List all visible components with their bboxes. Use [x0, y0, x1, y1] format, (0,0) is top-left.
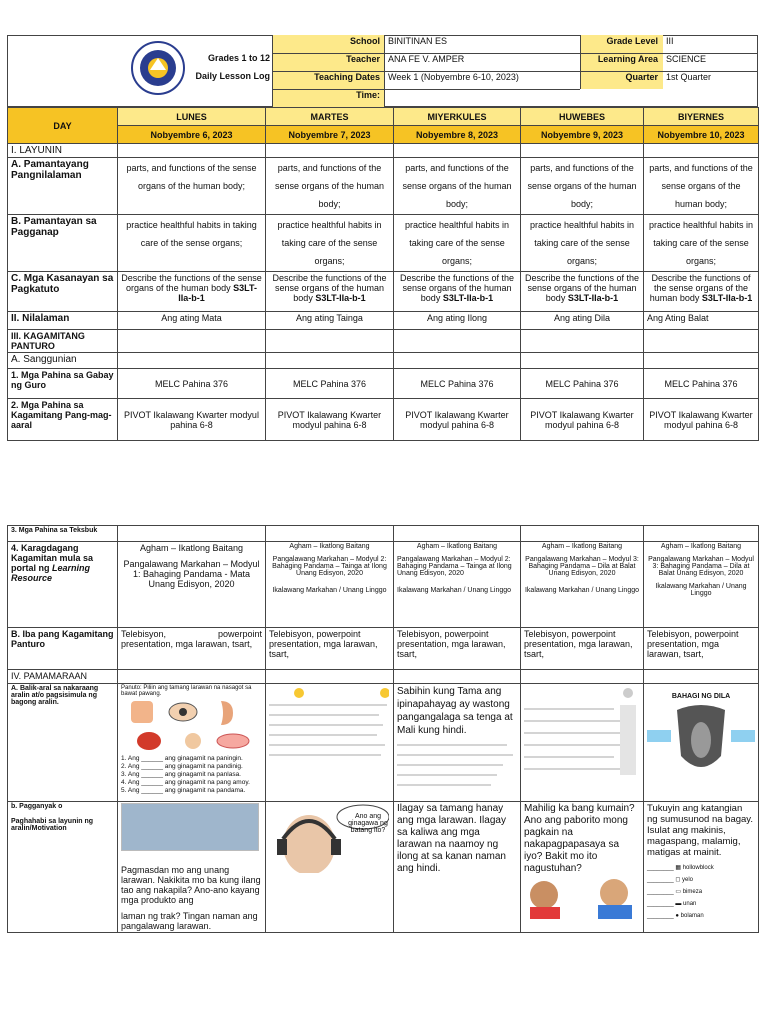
karag-body: Pangalawang Markahan – Modyul 3: Bahaging Pandama – Dila at Balat Unang Edisyon, 2020 [525, 556, 639, 577]
gabay-value: MELC Pahina 376 [394, 369, 521, 399]
kasanayan-text: Describe the functions of the sense organs of the human body [272, 273, 387, 303]
balik-thu-cell [521, 684, 644, 802]
kagamitan-pang-value: PIVOT Ikalawang Kwarter modyul pahina 6-8 [118, 399, 266, 441]
kagamitan-pang-label: 2. Mga Pahina sa Kagamitang Pang-mag-aaral [8, 399, 118, 441]
learning-area-value: SCIENCE [666, 54, 707, 64]
teksbuk-label: 3. Mga Pahina sa Teksbuk [8, 526, 118, 542]
worksheet-lines [397, 737, 517, 787]
lesson-table-bottom [7, 525, 759, 933]
texture-item: ________ ▭ bimeza [647, 889, 703, 895]
karag-cell [118, 542, 266, 628]
kasanayan-cell [118, 272, 266, 312]
karag-cell [521, 542, 644, 628]
pamantayang-text: parts, and functions of the sense organs of the human body; [118, 158, 266, 215]
karag-extra: Ikalawang Markahan / Unang Linggo [655, 583, 747, 597]
teacher-label: Teacher [346, 54, 380, 64]
gabay-value: MELC Pahina 376 [266, 369, 394, 399]
day-date: Nobyembre 10, 2023 [644, 126, 759, 144]
dates-label: Teaching Dates [314, 72, 380, 82]
people-queue-photo [121, 803, 259, 851]
day-name: BIYERNES [644, 108, 759, 126]
texture-item-label: yelo [682, 877, 694, 883]
karag-title: Agham – Ikatlong Baitang [660, 543, 742, 550]
pamantayang-text: parts, and functions of the sense organs of the human body; [266, 158, 394, 215]
pagganap-text: practice healthful habits in taking care of the sense organs; [394, 215, 521, 272]
pamantayang-text: parts, and functions of the sense organs of the human body; [394, 158, 521, 215]
grade-level-value: III [666, 36, 674, 46]
balik-fri-cell [644, 684, 759, 802]
kasanayan-text: Describe the functions of the sense organs of the human body [649, 273, 751, 303]
kagamitan-pang-value: PIVOT Ikalawang Kwarter modyul pahina 6-8 [644, 399, 759, 441]
gabay-value: MELC Pahina 376 [521, 369, 644, 399]
nilalaman-value: Ang ating Ilong [394, 312, 521, 330]
texture-item: ________ ◻ yelo [647, 877, 694, 883]
texture-item-label: bimeza [682, 889, 703, 895]
kasanayan-code: S3LT-IIa-b-1 [315, 293, 366, 303]
grade-level-label: Grade Level [606, 36, 658, 46]
karag-extra: Ikalawang Markahan / Unang Linggo [272, 587, 387, 594]
day-name: LUNES [118, 108, 266, 126]
karag-title: Agham – Ikatlong Baitang [416, 543, 498, 550]
pamantayang-label: A. Pamantayang Pangnilalaman [8, 158, 118, 215]
pag-mon-cell [118, 802, 266, 933]
kagamitan-heading: III. KAGAMITANG PANTURO [8, 330, 118, 353]
pagganyak-label-1: b. Pagganyak o [11, 803, 63, 810]
kagamitan-pang-value: PIVOT Ikalawang Kwarter modyul pahina 6-8 [521, 399, 644, 441]
balik-mon-cell [118, 684, 266, 802]
texture-item-label: bolaman [680, 913, 704, 919]
grades-text: Grades 1 to 12 [207, 53, 270, 63]
kasanayan-text: Describe the functions of the sense organs of the human body [121, 273, 262, 293]
karagdagang-label [8, 542, 118, 628]
karag-cell [644, 542, 759, 628]
pag-tue-cell [266, 802, 394, 933]
pagganap-text: practice healthful habits in taking care of the sense organs; [118, 215, 266, 272]
nilalaman-value: Ang Ating Balat [644, 312, 759, 330]
kasanayan-cell [521, 272, 644, 312]
day-date: Nobyembre 6, 2023 [118, 126, 266, 144]
texture-item: ________ ▦ hollowblock [647, 865, 714, 871]
gabay-value: MELC Pahina 376 [118, 369, 266, 399]
day-name: MIYERKULES [394, 108, 521, 126]
karag-extra: Ikalawang Markahan / Unang Linggo [397, 587, 512, 594]
nilalaman-label: II. Nilalaman [8, 312, 118, 330]
layunin-heading: I. LAYUNIN [8, 144, 118, 158]
kasanayan-label: C. Mga Kasanayan sa Pagkatuto [8, 272, 118, 312]
pamantayang-text: parts, and functions of the sense organs of the human body; [644, 158, 759, 215]
kasanayan-code: S3LT-IIa-b-1 [567, 293, 619, 303]
texture-item: ________ ▬ unan [647, 901, 697, 907]
gabay-label: 1. Mga Pahina sa Gabay ng Guro [8, 369, 118, 399]
day-date: Nobyembre 7, 2023 [266, 126, 394, 144]
log-title: Daily Lesson Log [195, 71, 270, 81]
learning-area-label: Learning Area [597, 54, 658, 64]
teacher-value: ANA FE V. AMPER [388, 54, 465, 64]
iba-value: Telebisyon, powerpoint presentation, mga larawan, tsart, [266, 628, 394, 670]
karagdagang-label-text: 4. Karagdagang Kagamitan mula sa portal ng [11, 543, 94, 573]
pag-thu-cell [521, 802, 644, 933]
deped-seal-icon [130, 40, 186, 96]
balik-wed-text: Sabihin kung Tama ang ipinapahayag ay wastong pangangalaga sa tenga at Mali kung hindi. [397, 686, 513, 736]
tongue-diagram-icon [647, 700, 755, 780]
balik-tue-cell [266, 684, 394, 802]
balik-line: 5. Ang ______ ang ginagamit na pandama. [121, 787, 246, 794]
pag-mon-text: Pagmasdan mo ang unang larawan. Nakikita mo ba kung ilang tao ang nakapila? Ano-ano kayang mga produkto ang [121, 865, 261, 905]
kasanayan-cell [266, 272, 394, 312]
sanggunian-label: A. Sanggunian [8, 353, 118, 369]
iba-label: B. Iba pang Kagamitang Panturo [8, 628, 118, 670]
sense-organs-illustration [121, 697, 259, 753]
pamantayang-text: parts, and functions of the sense organs of the human body; [521, 158, 644, 215]
pagganyak-label [8, 802, 118, 933]
day-name: MARTES [266, 108, 394, 126]
iba-value: Telebisyon, powerpoint presentation, mga larawan, tsart, [394, 628, 521, 670]
pagganap-text: practice healthful habits in taking care of the sense organs; [521, 215, 644, 272]
dates-value: Week 1 (Nobyembre 6-10, 2023) [388, 72, 519, 82]
kasanayan-text: Describe the functions of the sense organs of the human body [399, 273, 515, 303]
worksheet-lines [269, 685, 389, 771]
iba-value: Telebisyon, powerpoint presentation, mga larawan, tsart, [644, 628, 759, 670]
karag-body: Pangalawang Markahan – Modyul 2: Bahaging Pandama – Tainga at Ilong Unang Edisyon, 2020 [272, 556, 387, 577]
kasanayan-cell [644, 272, 759, 312]
karag-cell [266, 542, 394, 628]
school-label: School [349, 36, 380, 46]
worksheet-lines [524, 685, 640, 795]
texture-item-label: hollowblock [682, 865, 714, 871]
pagganap-label: B. Pamantayan sa Pagganap [8, 215, 118, 272]
balik-mon-panuto: Panuto: Piliin ang tamang larawan na nasagot sa bawat pawang. [121, 685, 252, 697]
pag-fri-cell [644, 802, 759, 933]
pamamaraan-heading: IV. PAMAMARAAN [8, 670, 118, 684]
lesson-table-top [7, 107, 759, 441]
texture-item: ________ ● bolaman [647, 913, 704, 919]
karag-body: Pangalawang Markahan – Modyul 3: Bahaging Pandama – Dila at Balat Unang Edisyon, 2020 [648, 556, 754, 577]
quarter-value: 1st Quarter [666, 72, 712, 82]
karag-body: Pangalawang Markahan – Modyul 1: Bahaging Pandama - Mata Unang Edisyon, 2020 [123, 559, 260, 589]
karag-title: Agham – Ikatlong Baitang [541, 543, 623, 550]
texture-item-label: unan [683, 901, 697, 907]
kasanayan-text: Describe the functions of the sense organs of the human body [524, 273, 640, 303]
karagdagang-label-italic: Learning Resource [11, 563, 91, 583]
kasanayan-cell [394, 272, 521, 312]
bahagi-dila-title: BAHAGI NG DILA [671, 693, 731, 700]
iba-value: Telebisyon, powerpoint presentation, mga larawan, tsart, [521, 628, 644, 670]
pag-fri-text: Tukuyin ang katangian ng sumusunod na bagay. Isulat ang makinis, magaspang, malamig, matigas at mainit. [647, 803, 753, 858]
day-date: Nobyembre 9, 2023 [521, 126, 644, 144]
nilalaman-value: Ang ating Mata [118, 312, 266, 330]
quarter-label: Quarter [625, 72, 658, 82]
kagamitan-pang-value: PIVOT Ikalawang Kwarter modyul pahina 6-8 [394, 399, 521, 441]
nilalaman-value: Ang ating Tainga [266, 312, 394, 330]
kasanayan-code: S3LT-IIa-b-1 [701, 293, 753, 303]
kasanayan-code: S3LT-IIa-b-1 [178, 283, 257, 303]
pag-thu-text: Mahilig ka bang kumain? Ano ang paborito mong pagkain na nakapagpapasaya sa iyo? Bakit mo ito nagustuhan? [524, 803, 635, 874]
karag-title: Agham – Ikatlong Baitang [139, 543, 244, 553]
pagganap-text: practice healthful habits in taking care of the sense organs; [266, 215, 394, 272]
iba-value: Telebisyon, powerpoint presentation, mga larawan, tsart, [118, 628, 266, 670]
kagamitan-pang-value: PIVOT Ikalawang Kwarter modyul pahina 6-8 [266, 399, 394, 441]
karag-extra: Ikalawang Markahan / Unang Linggo [524, 587, 640, 594]
pagganap-text: practice healthful habits in taking care of the sense organs; [644, 215, 759, 272]
gabay-value: MELC Pahina 376 [644, 369, 759, 399]
balik-line: 3. Ang ______ ang ginagamit na panlasa. [121, 771, 241, 778]
balik-label: A. Balik-aral sa nakaraang aralin at/o pagsisimula ng bagong aralin. [8, 684, 118, 802]
day-date: Nobyembre 8, 2023 [394, 126, 521, 144]
speech-bubble-text: Ano ang ginagawa ng batang ito? [348, 813, 388, 834]
kasanayan-code: S3LT-IIa-b-1 [442, 293, 494, 303]
balik-wed-cell [394, 684, 521, 802]
time-label: Time: [356, 90, 380, 100]
karag-title: Agham – Ikatlong Baitang [289, 543, 370, 550]
pag-mon-text: laman ng trak? Tingan naman ang pangalawang larawan. [121, 911, 258, 931]
day-name: HUWEBES [521, 108, 644, 126]
karag-body: Pangalawang Markahan – Modyul 2: Bahaging Pandama – Tainga at Ilong Unang Edisyon, 2020 [397, 556, 512, 577]
school-value: BINITINAN ES [388, 36, 448, 46]
balik-line: 1. Ang ______ ang ginagamit na paningin. [121, 755, 243, 762]
balik-line: 2. Ang ______ ang ginagamit na pandinig. [121, 763, 243, 770]
day-header: DAY [8, 108, 118, 144]
children-eating-photo [524, 875, 640, 921]
pag-wed-text: Ilagay sa tamang hanay ang mga larawan. Ilagay sa kaliwa ang mga larawan na naamoy ng ilong at sa kanan naman ang hindi. [394, 802, 521, 933]
karag-cell [394, 542, 521, 628]
pagganyak-label-2: Paghahabi sa layunin ng aralin/Motivation [11, 818, 94, 832]
nilalaman-value: Ang ating Dila [521, 312, 644, 330]
balik-line: 4. Ang ______ ang ginagamit na pang amoy. [121, 779, 250, 786]
